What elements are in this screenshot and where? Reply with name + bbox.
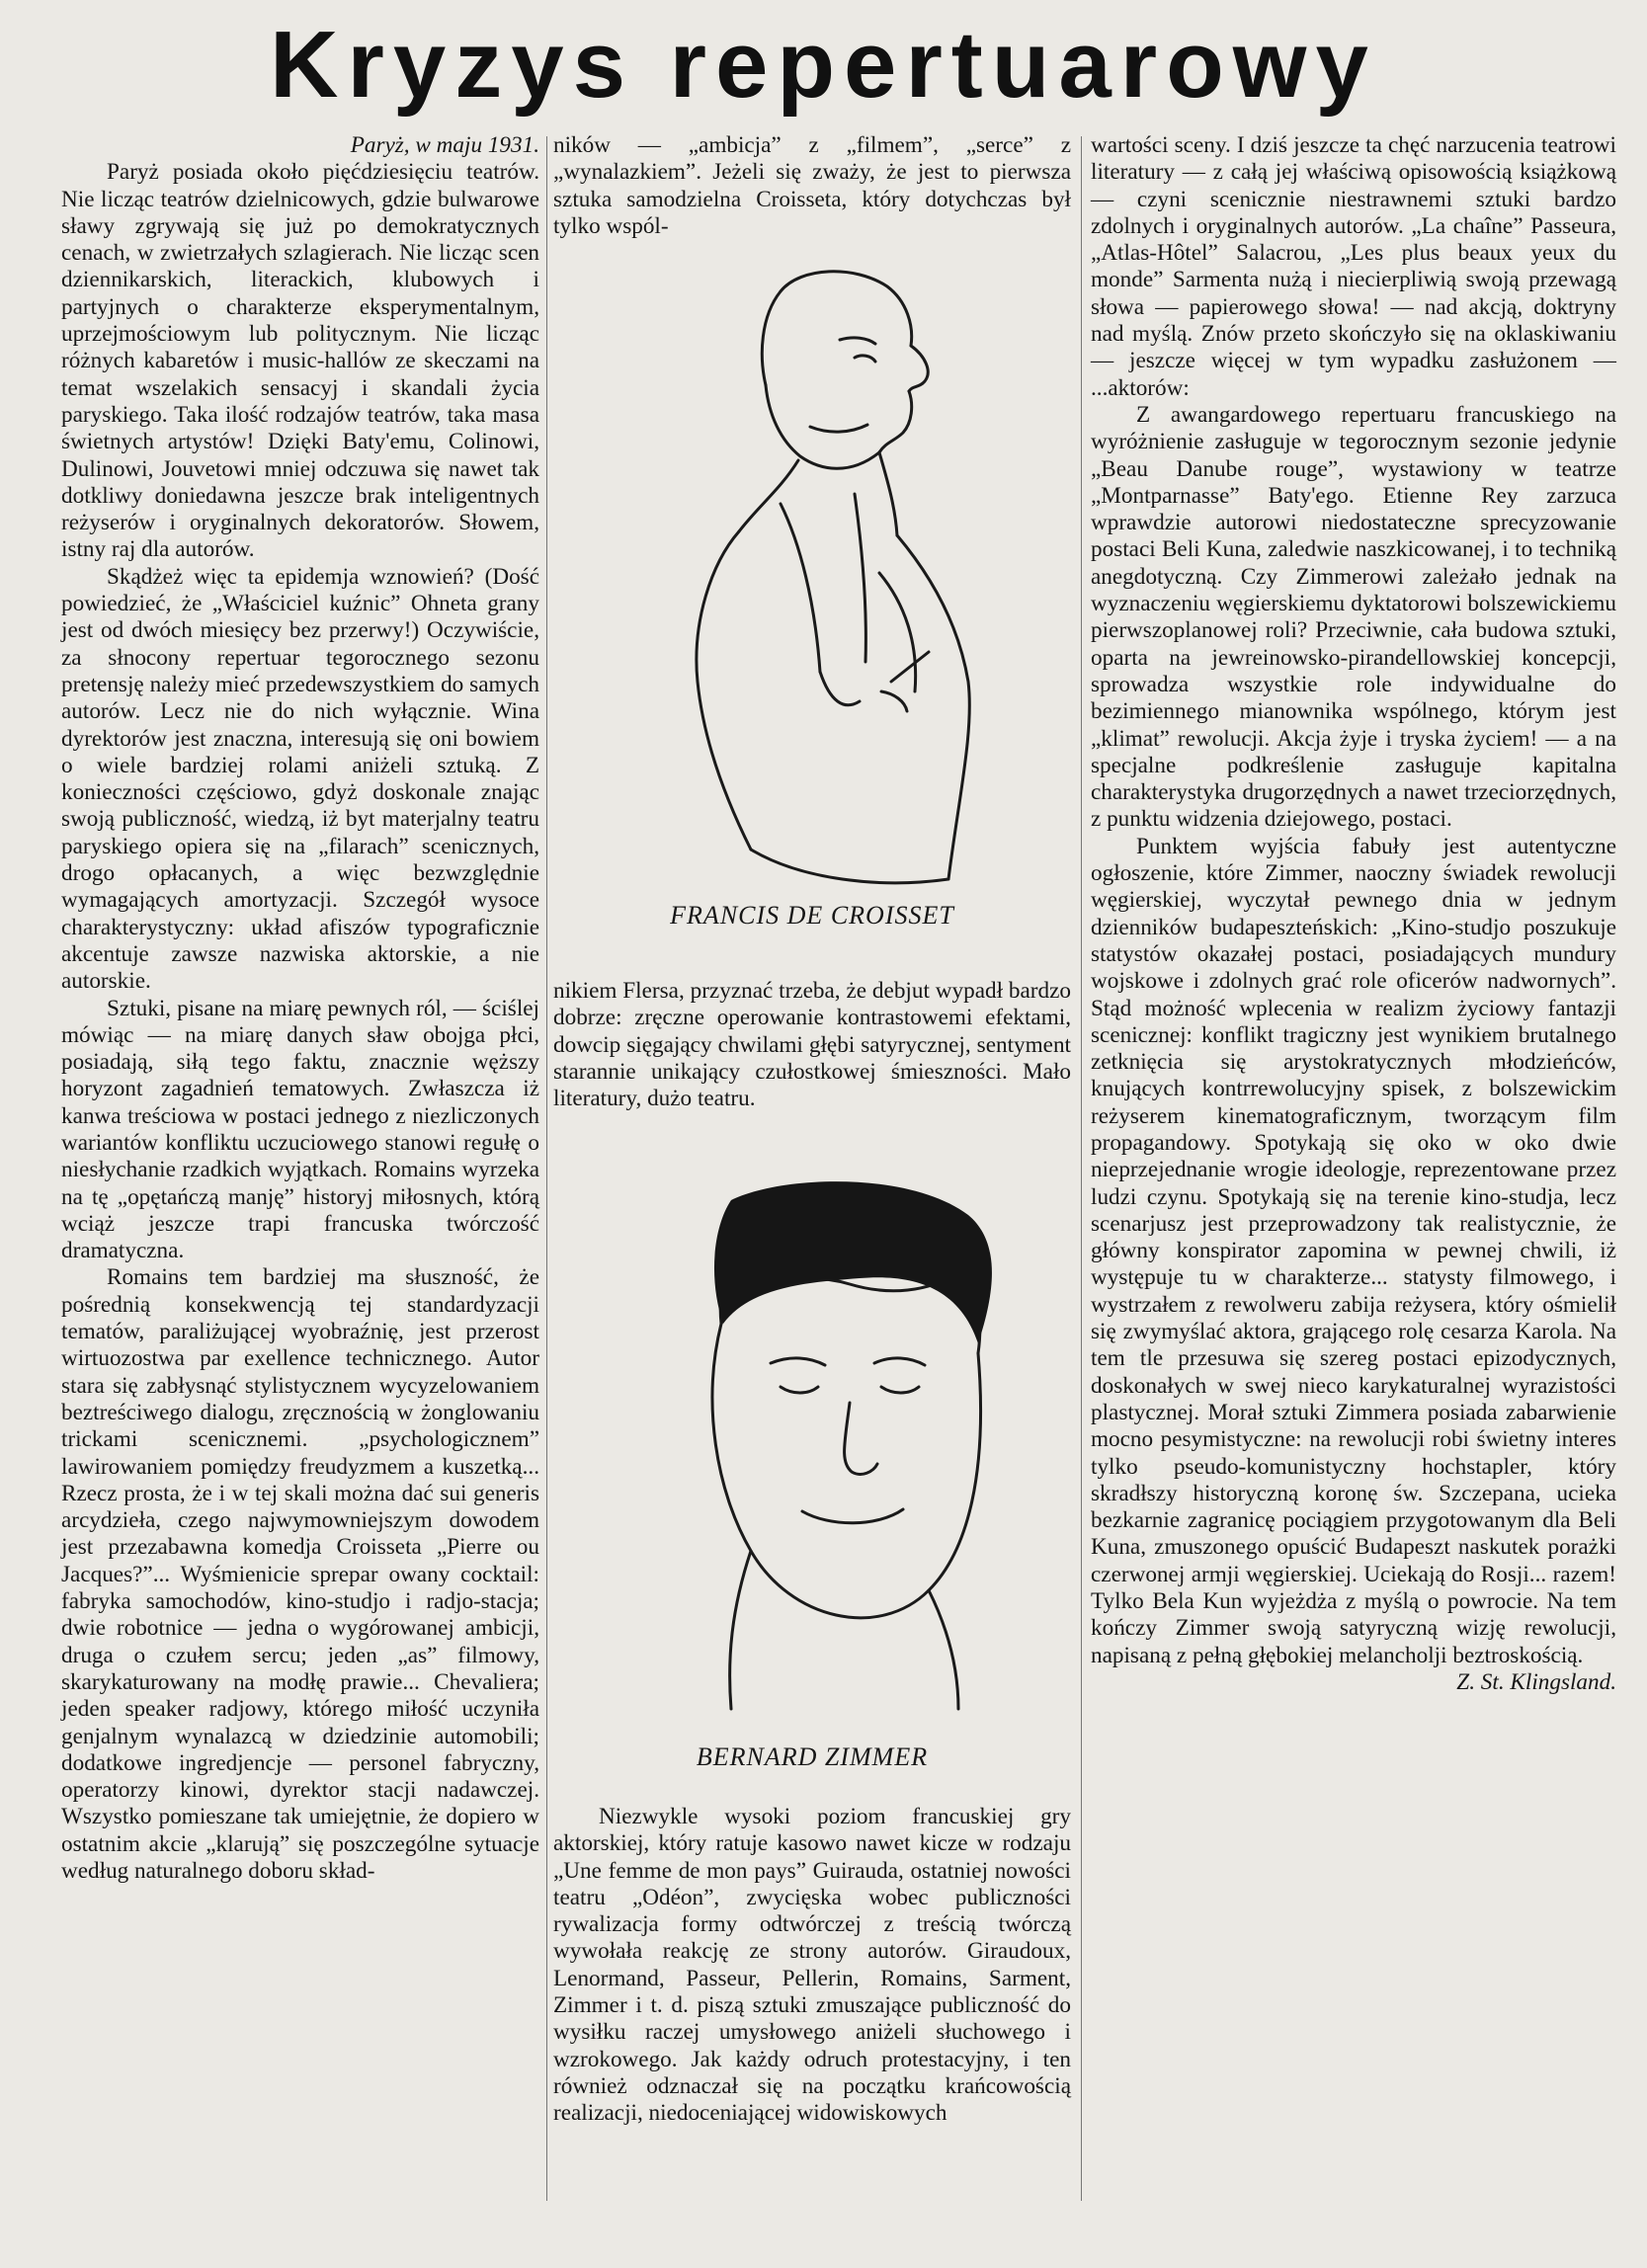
article-title: Kryzys repertuarowy: [270, 12, 1377, 118]
paragraph: Skądżeż więc ta epidemja wznowień? (Dość powiedzieć, że „Właściciel kuźnic” Ohneta grany jest od dwóch miesięcy bez przerwy!) Oczywiście, za słnocony repertuar tegorocznego sezonu pretensję należy mieć przedewszystkiem do samych autorów. Lecz nie do nich wyłącznie. Wina dyrektorów jest znaczna, interesują się oni bowiem o wiele bardziej rolami aniżeli sztuką. Z konieczności częściowo, gdyż doskonale znając swoją publiczność, wiedzą, iż byt materjalny teatru paryskiego opiera się na „filarach” scenicznych, drogo opłacanych, a więc bezwzględnie wymagających amortyzacji. Szczegół wysoce charakterystyczny: układ afiszów typograficznie akcentuje zawsze nazwiska aktorskie, a nie autorskie.: [61, 563, 539, 995]
paragraph: ników — „ambicja” z „filmem”, „serce” z „wynalazkiem”. Jeżeli się zważy, że jest to pierwsza sztuka samodzielna Croisseta, który dotychczas był tylko wspól-: [553, 132, 1071, 239]
paragraph: nikiem Flersa, przyznać trzeba, że debjut wypadł bardzo dobrze: zręczne operowanie kontrastowemi efektami, dowcip sięgający chwilami głębi satyrycznej, sentyment starannie unikający czułostkowej śmieszności. Mało literatury, dużo teatru.: [553, 978, 1071, 1112]
paragraph: Niezwykle wysoki poziom francuskiej gry aktorskiej, który ratuje kasowo nawet kicze w rodzaju „Une femme de mon pays” Guirauda, ostatniej nowości teatru „Odéon”, zwycięska wobec publiczności rywalizacja formy odtwórczej z treścią twórczą wywołała reakcję ze strony autorów. Giraudoux, Lenormand, Passeur, Pellerin, Romains, Sarment, Zimmer i t. d. piszą sztuki zmuszające publiczność do wysiłku raczej umysłowego aniżeli słuchowego i wzrokowego. Jak każdy odruch protestacyjny, i ten również odznaczał się na początku krańcowością realizacji, niedoceniającej widowiskowych: [553, 1804, 1071, 2127]
column-2-top: [553, 132, 1071, 240]
column-2-bottom: [553, 1804, 1071, 2128]
paragraph: wartości sceny. I dziś jeszcze ta chęć narzucenia teatrowi literatury — z całą jej właściwą opisowością książkową — czyni scenicznie niestrawnemi sztuki bardzo zdolnych i oryginalnych autorów. „La chaîne” Passeura, „Atlas-Hôtel” Salacrou, „Les plus beaux yeux du monde” Sarmenta nużą i niecierpliwią swoją przewagą słowa — papierowego słowa! — nad akcją, doktryny nad myślą. Znów przeto skończyło się na oklaskiwaniu — jeszcze więcej w tym wypadku zasłużonem — ...aktorów:: [1091, 132, 1616, 401]
paragraph: Sztuki, pisane na miarę pewnych ról, — ściślej mówiąc — na miarę danych sław obojga płci, posiadają, siłą tego faktu, znacznie węższy horyzont zagadnień tematowych. Zwłaszcza iż kanwa treściowa w postaci jednego z niezliczonych wariantów konfliktu uczuciowego stanowi regułę o niesłychanie rzadkich wyjątkach. Romains wyrzeka na tę „opętańczą manję” historyj miłosnych, którą wciąż jeszcze trapi francuska twórczość dramatyczna.: [61, 995, 539, 1264]
paragraph: Paryż posiada około pięćdziesięciu teatrów. Nie licząc teatrów dzielnicowych, gdzie bulwarowe sławy zgrywają się już po demokratycznych cenach, w zwietrzałych szlagierach. Nie licząc scen dziennikarskich, literackich, klubowych i partyjnych o charakterze eksperymentalnym, uprzejmościowym lub politycznym. Nie licząc różnych kabaretów i music-hallów ze skeczami na temat wszelakich sensacyj i skandali życia paryskiego. Taka ilość rodzajów teatrów, taka masa świetnych artystów! Dzięki Baty'emu, Colinowi, Dulinowi, Jouvetowi mniej odczuwa się nawet tak dotkliwy doniedawna jeszcze brak inteligentnych reżyserów i oryginalnych dekoratorów. Słowem, istny raj dla autorów.: [61, 159, 539, 563]
column-3: [1091, 132, 1616, 1696]
portrait-sketch-zimmer: [632, 1175, 1047, 1729]
caption-croisset: FRANCIS DE CROISSET: [670, 901, 954, 930]
column-rule-right: [1081, 136, 1082, 2201]
dateline: Paryż, w maju 1931.: [350, 132, 539, 158]
column-rule-left: [546, 136, 547, 2201]
paragraph: Z awangardowego repertuaru francuskiego na wyróżnienie zasługuje w tegorocznym sezonie jedynie „Beau Danube rouge”, wystawiony w teatrze „Montparnasse” Baty'ego. Etienne Rey zarzuca wprawdzie autorowi niedostateczne sprecyzowanie postaci Beli Kuna, zaledwie naszkicowanej, i to techniką anegdotyczną. Czy Zimmerowi zależało jednak na wyznaczeniu węgierskiemu dyktatorowi bolszewickiemu pierwszoplanowej roli? Przeciwnie, cała budowa sztuki, oparta na jewreinowsko-pirandellowskiej koncepcji, sprowadza wszystkie role indywidualne do bezimiennego mianownika wspólnego, którym jest „klimat” rewolucji. Akcja żyje i tryska życiem! — a na specjalne podkreślenie zasługuje kapitalna charakterystyka drugorzędnych a nawet trzeciorzędnych, z punktu widzenia dziejowego, postaci.: [1091, 401, 1616, 833]
portrait-sketch-croisset: [632, 247, 1047, 919]
paragraph: Romains tem bardziej ma słuszność, że pośrednią konsekwencją tej standardyzacji tematów, paraliżującej wyobraźnię, jest przerost wirtuozostwa par exellence technicznego. Autor stara się zabłysnąć stylistycznem wycyzelowaniem beztreściwego dialogu, zręcznością w żonglowaniu trickami scenicznemi. „psychologicznem” lawirowaniem pomiędzy freudyzmem a kuszetką... Rzecz prosta, że i w tej skali można dać sui generis arcydzieła, czego najwymowniejszym dowodem jest przezabawna komedja Croisseta „Pierre ou Jacques?”... Wyśmienicie sprepar owany cocktail: fabryka samochodów, kino-studjo i radjo-stacja; dwie robotnice — jedna o wygórowanej ambicji, druga o czułem sercu; jeden „as” filmowy, skarykaturowany na modłę prawie... Chevaliera; jeden speaker radjowy, którego miłość uczyniła genjalnym wynalazcą w dziedzinie automobili; dodatkowe ingredjencje — personel fabryczny, operatorzy kinowi, dyrektor stacji nadawczej. Wszystko pomieszane tak umiejętnie, że dopiero w ostatnim akcie „klarują” się poszczególne sytuacje według naturalnego doboru skład-: [61, 1264, 539, 1884]
author-signature: Z. St. Klingsland.: [1456, 1668, 1616, 1695]
column-2-middle: [553, 978, 1071, 1112]
column-1: [61, 132, 539, 1885]
paragraph: Punktem wyjścia fabuły jest autentyczne ogłoszenie, które Zimmer, naoczny świadek rewolucji węgierskiej, wyczytał pewnego dnia w jednym dzienników budapeszteńskich: „Kino-studjo poszukuje statystów okazałej postaci, posiadających mundury wojskowe i zdolnych grać role oficerów nadwornych”. Stąd możność wplecenia w realizm życiowy fantazji scenicznej: konflikt tragiczny jest wynikiem brutalnego zetknięcia się arystokratycznych młodzieńców, knujących kontrrewolucyjny spisek, z bolszewickim reżyserem kinematograficznym, tworzącym film propagandowy. Spotykają się oko w oko dwie nieprzejednanie wrogie ideologje, reprezentowane przez ludzi czynu. Spotykają się na terenie kino-studja, lecz scenarjusz jest przeprowadzony tak realistycznie, że główny konspirator zapomina w pewnej chwili, iż występuje tu w charakterze... statysty filmowego, i wystrzałem z rewolweru zabija reżysera, który ośmielił się zwymyślać aktora, grającego rolę cesarza Karola. Na tem tle przesuwa się szereg postaci epizodycznych, doskonałych w swej nieco karykaturalnej wyrazistości plastycznej. Morał sztuki Zimmera posiada zabarwienie mocno pesymistyczne: na rewolucji robi świetny interes tylko pseudo-komunistyczny hochstapler, który skradłszy historyczną koronę św. Szczepana, ucieka bezkarnie zagranicę pociągiem przygotowanym dla Beli Kuna, zmuszonego opuścić Budapeszt naskutek porażki czerwonej armji węgierskiej. Uciekają do Rosji... razem! Tylko Bela Kun wyjeżdża z myślą o powrocie. Na tem kończy Zimmer swoją satyryczną wizję rewolucji, napisaną z pełną głębokiej melancholji beztroskością.: [1091, 833, 1616, 1668]
caption-zimmer: BERNARD ZIMMER: [696, 1742, 929, 1771]
